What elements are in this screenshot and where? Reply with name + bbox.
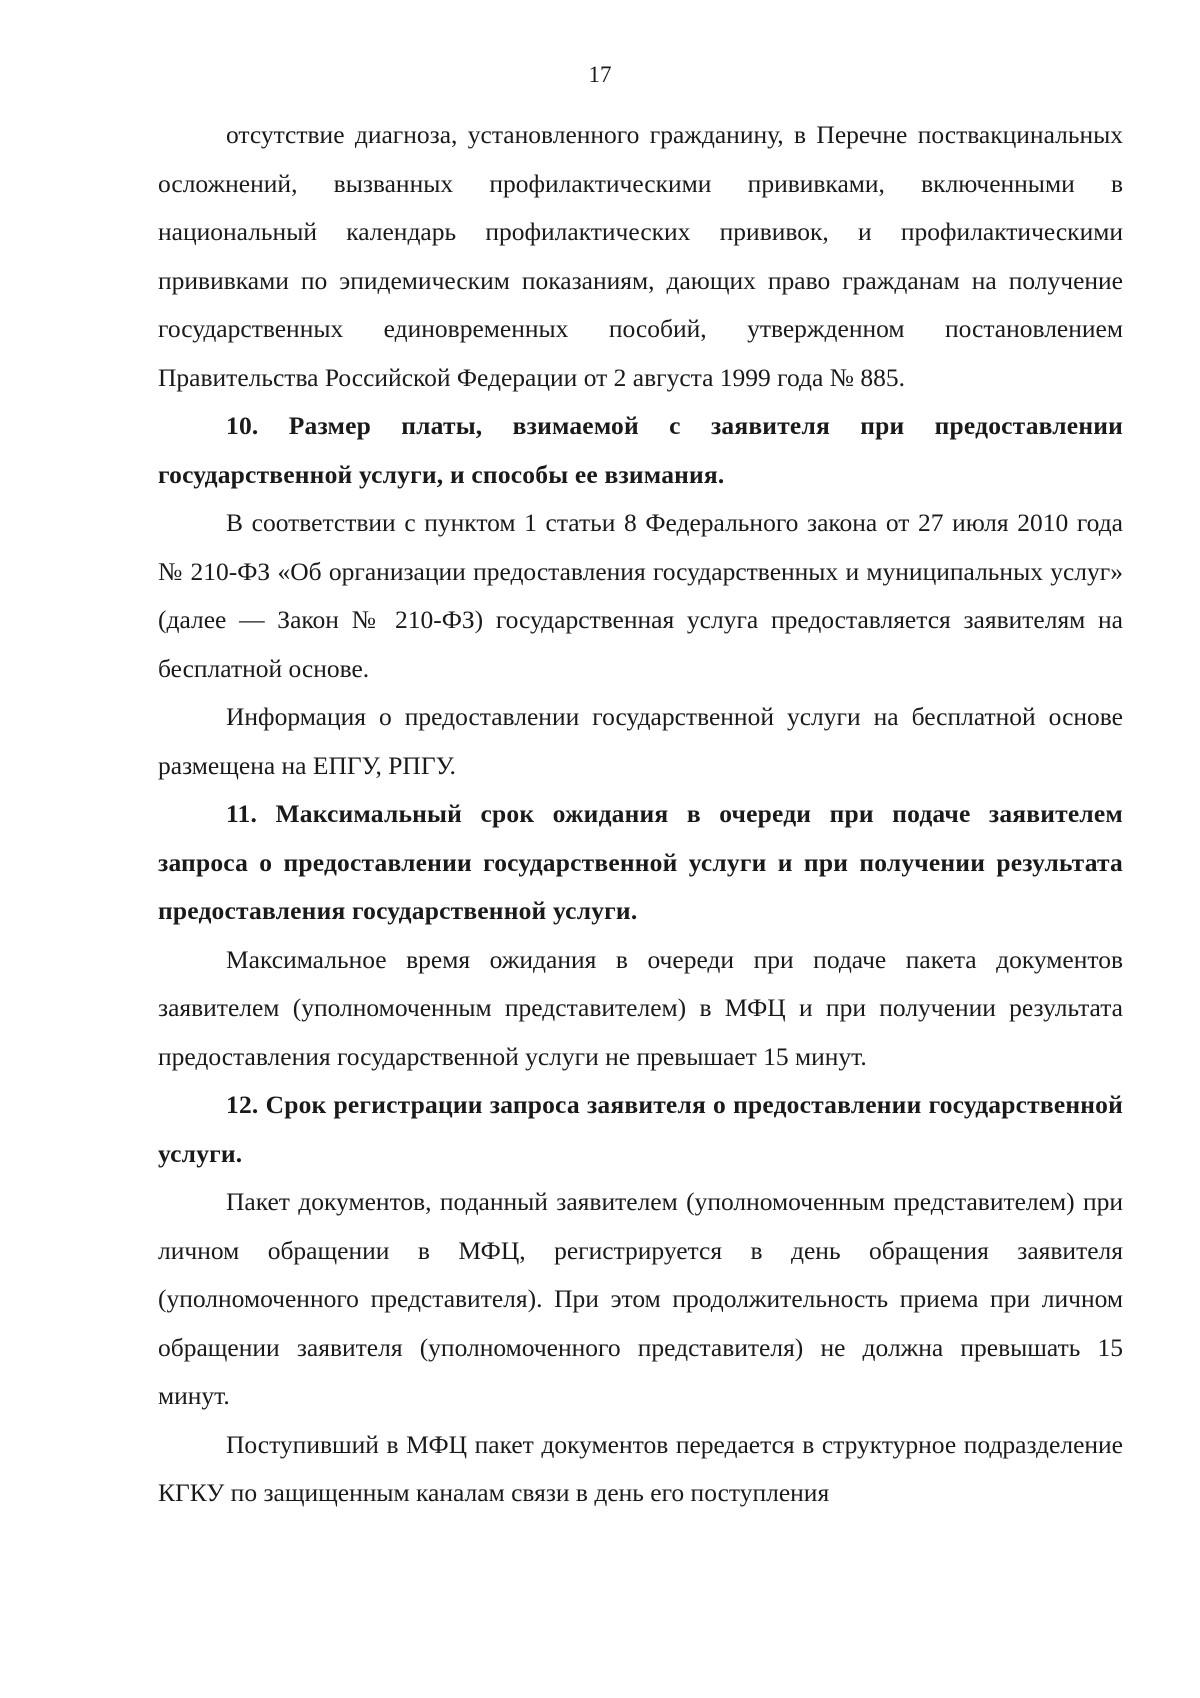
paragraph-12-1: Пакет документов, поданный заявителем (уполномоченным представителем) при личном обращении в МФЦ, регистрируется в день обращения заявителя (уполномоченного представителя). При этом продолжительность приема при личном обращении заявителя (уполномоченного представителя) не должна превышать 15 минут. [158, 1187, 1123, 1410]
section-heading-10: 10. Размер платы, взимаемой с заявителя при предоставлении государственной услуги, и способы ее взимания. [158, 411, 1123, 489]
paragraph-10-2: Информация о предоставлении государственной услуги на бесплатной основе размещена на ЕПГУ, РПГУ. [158, 702, 1123, 780]
paragraph-10-1: В соответствии с пунктом 1 статьи 8 Федерального закона от 27 июля 2010 года № 210-ФЗ «Об организации предоставления государственных и муниципальных услуг» (далее — Закон № 210-ФЗ) государственная услуга предоставляется заявителям на бесплатной основе. [158, 508, 1123, 683]
section-heading-11: 11. Максимальный срок ожидания в очереди при подаче заявителем запроса о предоставлении государственной услуги и при получении результата предоставления государственной услуги. [158, 799, 1123, 925]
document-body [158, 111, 1123, 1518]
paragraph-continuation: отсутствие диагноза, установленного гражданину, в Перечне поствакцинальных осложнений, вызванных профилактическими прививками, включенными в национальный календарь профилактических прививок, и профилактическими прививками по эпидемическим показаниям, дающих право гражданам на получение государственных единовременных пособий, утвержденном постановлением Правительства Российской Федерации от 2 августа 1999 года № 885. [158, 120, 1123, 392]
paragraph-11-1: Максимальное время ожидания в очереди при подаче пакета документов заявителем (уполномоченным представителем) в МФЦ и при получении результата предоставления государственной услуги не превышает 15 минут. [158, 944, 1123, 1071]
paragraph-12-2: Поступивший в МФЦ пакет документов передается в структурное подразделение КГКУ по защищенным каналам связи в день его поступления [158, 1429, 1123, 1507]
section-heading-12: 12. Срок регистрации запроса заявителя о предоставлении государственной услуги. [158, 1090, 1123, 1168]
page-number: 17 [588, 62, 612, 87]
